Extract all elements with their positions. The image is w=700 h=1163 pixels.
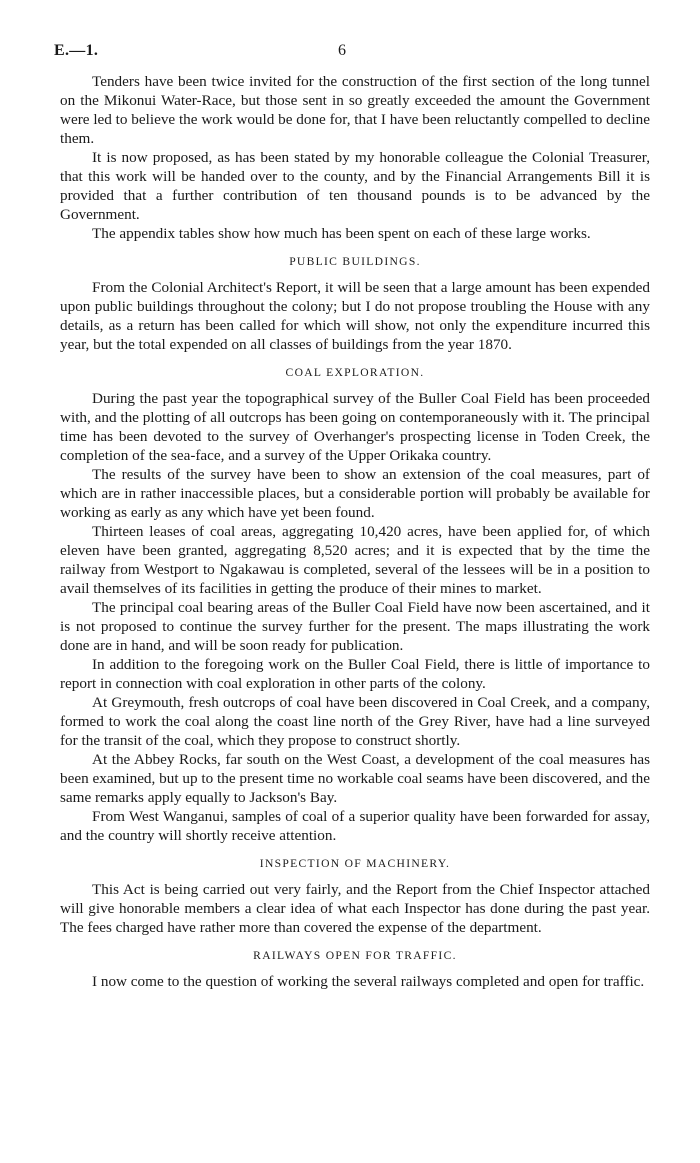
intro-section	[60, 72, 650, 243]
paragraph: Tenders have been twice invited for the construction of the first section of the long tunnel on the Mikonui Water-Race, but those sent in so greatly exceeded the amount the Government were led to believe the work would be done for, that I have been reluctantly compelled to decline them.	[60, 73, 650, 147]
page-number: 6	[338, 42, 346, 59]
paragraph: From West Wanganui, samples of coal of a superior quality have been forwarded for assay, and the country will shortly receive attention.	[60, 808, 650, 844]
document-reference: E.—1.	[54, 42, 99, 59]
paragraph: In addition to the foregoing work on the Buller Coal Field, there is little of importance to report in connection with coal exploration in other parts of the colony.	[60, 656, 650, 692]
section-heading: INSPECTION OF MACHINERY.	[259, 857, 451, 870]
paragraph: The appendix tables show how much has been spent on each of these large works.	[92, 225, 591, 242]
paragraph: From the Colonial Architect's Report, it will be seen that a large amount has been expended upon public buildings throughout the colony; but I do not propose troubling the House with any details, as a return has been called for which will show, not only the expenditure incurred this year, but the total expended on all classes of buildings from the year 1870.	[60, 279, 650, 353]
section-heading: RAILWAYS OPEN FOR TRAFFIC.	[253, 949, 457, 962]
public-buildings-section	[60, 255, 650, 354]
section-heading: COAL EXPLORATION.	[285, 366, 425, 379]
coal-exploration-section	[60, 366, 650, 845]
paragraph: Thirteen leases of coal areas, aggregating 10,420 acres, have been applied for, of which eleven have been granted, aggregating 8,520 acres; and it is expected that by the time the railway from Westport to Ngakawau is completed, several of the lessees will be in a position to avail themselves of its facilities in getting the produce of their mines to market.	[60, 523, 650, 597]
section-heading: PUBLIC BUILDINGS.	[289, 255, 421, 268]
document-body	[60, 72, 650, 991]
inspection-of-machinery-section	[60, 857, 650, 937]
paragraph: At Greymouth, fresh outcrops of coal have been discovered in Coal Creek, and a company, formed to work the coal along the coast line north of the Grey River, have had a line surveyed for the transit of the coal, which they propose to construct shortly.	[60, 694, 650, 749]
railways-open-section	[60, 949, 650, 991]
paragraph: It is now proposed, as has been stated by my honorable colleague the Colonial Treasurer, that this work will be handed over to the county, and by the Financial Arrangements Bill it is provided that a further contribution of ten thousand pounds is to be advanced by the Government.	[60, 149, 650, 223]
paragraph: At the Abbey Rocks, far south on the West Coast, a development of the coal measures has been examined, but up to the present time no workable coal seams have been discovered, and the same remarks apply equally to Jackson's Bay.	[60, 751, 650, 806]
paragraph: This Act is being carried out very fairly, and the Report from the Chief Inspector attached will give honorable members a clear idea of what each Inspector has done during the past year. The fees charged have rather more than covered the expense of the department.	[60, 881, 650, 936]
page-header	[54, 42, 658, 64]
paragraph: I now come to the question of working the several railways completed and open for traffic.	[92, 973, 645, 990]
paragraph: The results of the survey have been to show an extension of the coal measures, part of which are in rather inaccessible places, but a considerable portion will probably be available for working as early as any which have yet been found.	[60, 466, 650, 521]
paragraph: The principal coal bearing areas of the Buller Coal Field have now been ascertained, and it is not proposed to continue the survey further for the present. The maps illustrating the work done are in hand, and will be soon ready for publication.	[60, 599, 650, 654]
paragraph: During the past year the topographical survey of the Buller Coal Field has been proceeded with, and the plotting of all outcrops has been going on contemporaneously with it. The principal time has been devoted to the survey of Overhanger's prospecting license in Toden Creek, the completion of the sea-face, and a survey of the Upper Orikaka country.	[60, 390, 650, 464]
